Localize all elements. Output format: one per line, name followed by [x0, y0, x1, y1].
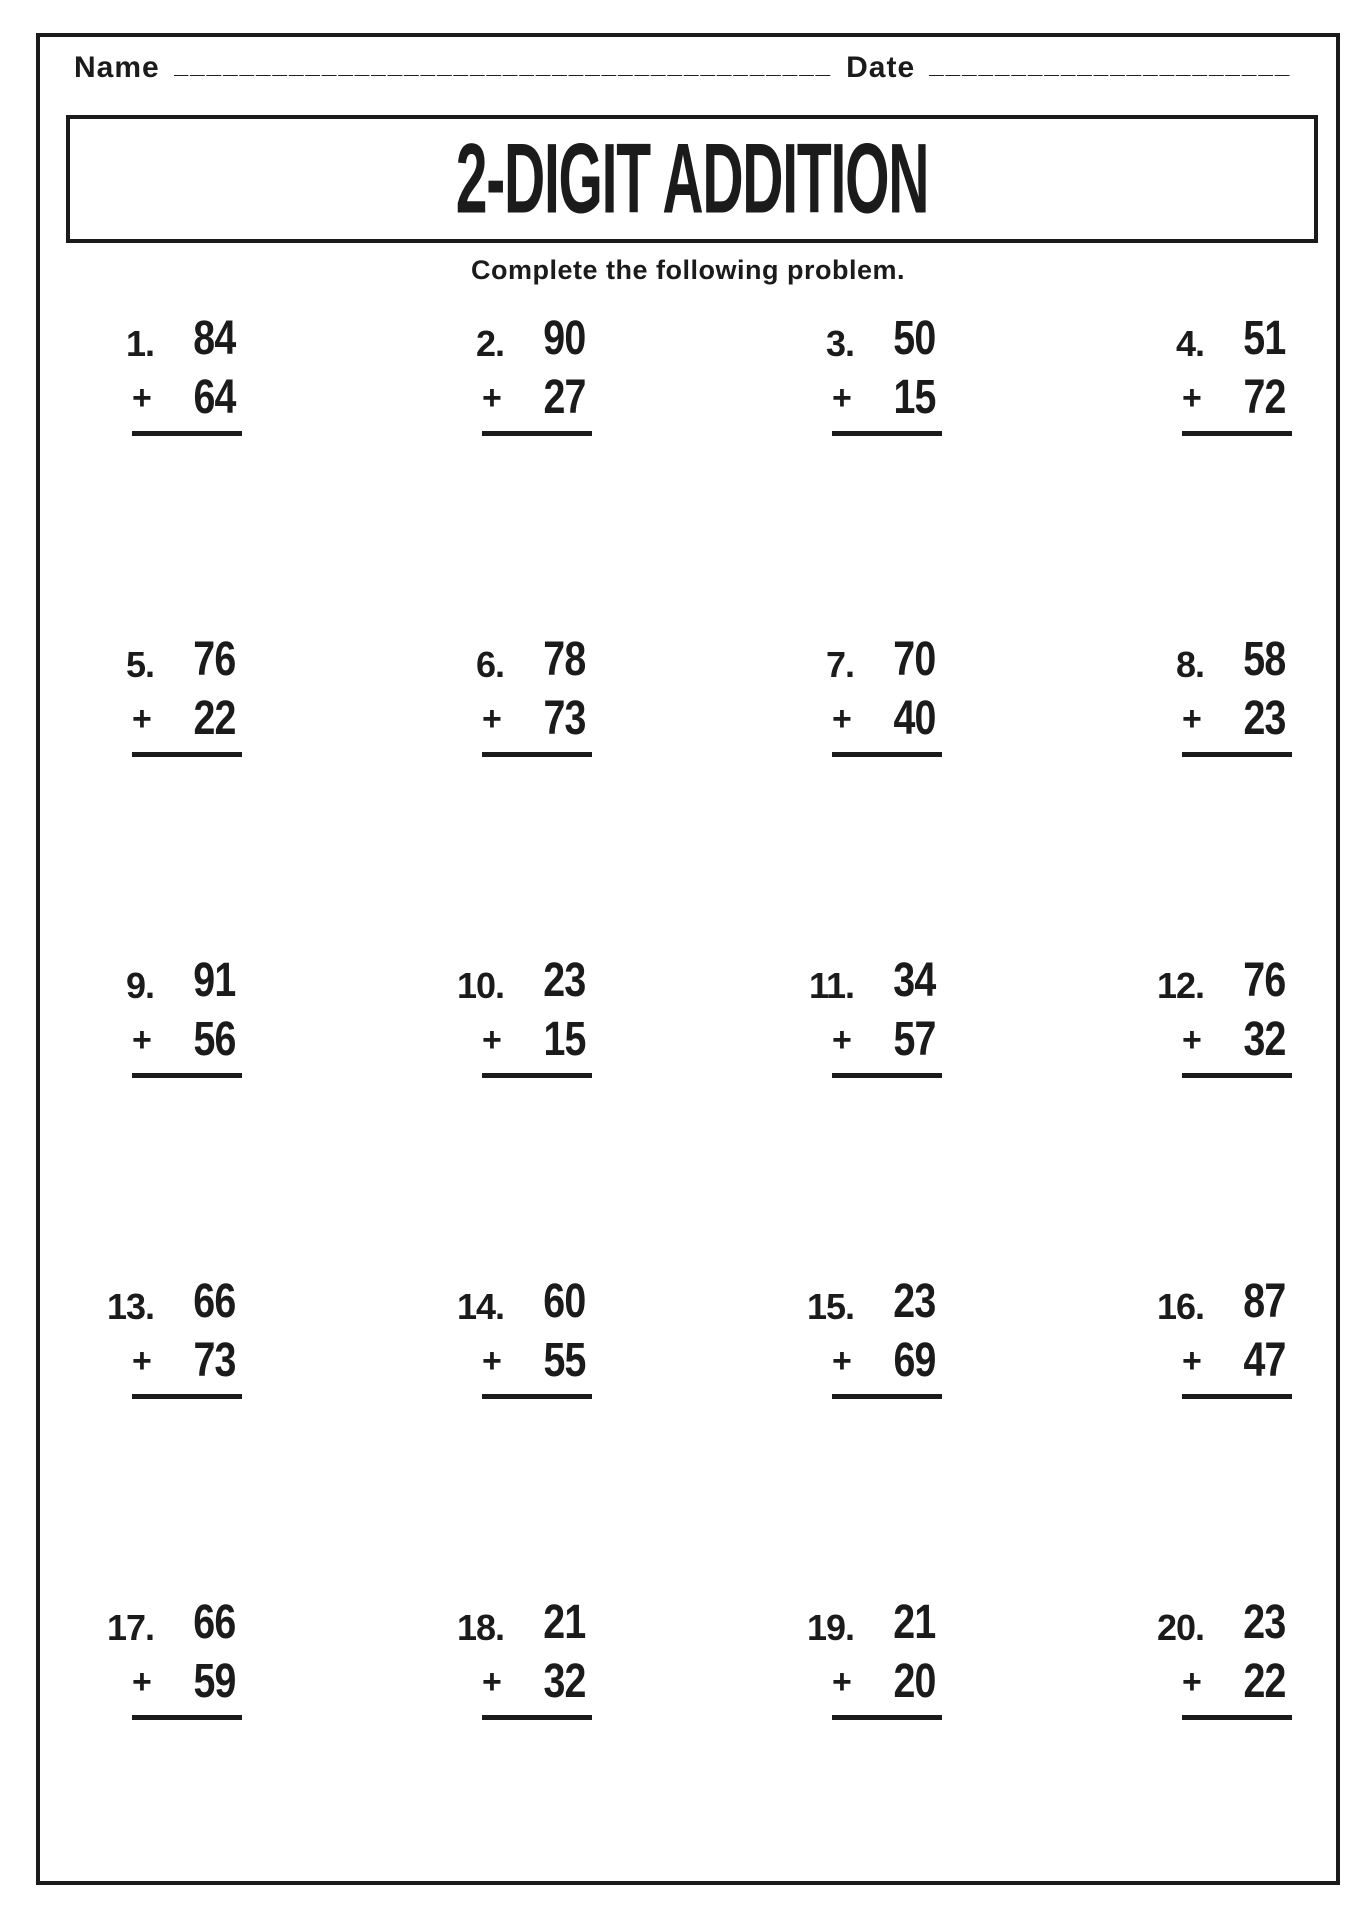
- top-addend: 66: [193, 1596, 236, 1649]
- answer-space[interactable]: [132, 436, 242, 606]
- addition-problem: [94, 1597, 314, 1918]
- addition-problem: [444, 634, 664, 955]
- vertical-stack: [1182, 313, 1292, 606]
- bottom-addend: 47: [1243, 1334, 1286, 1387]
- top-addend: 90: [543, 312, 586, 365]
- addition-problem: [794, 1276, 1014, 1597]
- bottom-row: [832, 693, 942, 745]
- addition-problem: [94, 955, 314, 1276]
- addition-problem: [94, 1276, 314, 1597]
- problem-number: 8.: [1175, 644, 1204, 685]
- top-addend: 76: [193, 633, 236, 686]
- problem-number: 5.: [125, 644, 154, 685]
- instructions-text: Complete the following problem.: [471, 255, 905, 285]
- answer-space[interactable]: [1182, 1720, 1292, 1890]
- bottom-addend: 27: [543, 371, 586, 424]
- top-addend: 34: [893, 954, 936, 1007]
- vertical-stack: [1182, 955, 1292, 1248]
- addition-problem: [1144, 1276, 1358, 1597]
- answer-space[interactable]: [482, 757, 592, 927]
- bottom-row: [482, 1656, 592, 1708]
- vertical-stack: [482, 313, 592, 606]
- addition-problem: [1144, 1597, 1358, 1918]
- title-box: [66, 115, 1318, 243]
- top-addend: 76: [1243, 954, 1286, 1007]
- vertical-stack: [482, 1597, 592, 1890]
- answer-space[interactable]: [832, 436, 942, 606]
- bottom-row: [832, 1656, 942, 1708]
- top-addend: 87: [1243, 1275, 1286, 1328]
- bottom-row: [1182, 1335, 1292, 1387]
- problem-number: 1.: [125, 323, 154, 364]
- problem-number: 7.: [825, 644, 854, 685]
- bottom-addend: 32: [543, 1655, 586, 1708]
- top-addend: 21: [543, 1596, 586, 1649]
- plus-operator: +: [132, 1663, 152, 1701]
- top-addend: 23: [1243, 1596, 1286, 1649]
- addition-problem: [794, 313, 1014, 634]
- vertical-stack: [1182, 1597, 1292, 1890]
- top-addend: 70: [893, 633, 936, 686]
- answer-space[interactable]: [832, 757, 942, 927]
- answer-space[interactable]: [482, 436, 592, 606]
- problem-number: 14.: [456, 1286, 504, 1327]
- problem-number: 19.: [806, 1607, 854, 1648]
- bottom-addend: 57: [893, 1013, 936, 1066]
- top-addend: 78: [543, 633, 586, 686]
- problem-number: 12.: [1156, 965, 1204, 1006]
- addition-problem: [1144, 955, 1358, 1276]
- problem-number: 11.: [808, 965, 854, 1006]
- vertical-stack: [832, 634, 942, 927]
- addition-problem: [794, 1597, 1014, 1918]
- worksheet-title: 2-DIGIT ADDITION: [455, 123, 929, 234]
- answer-space[interactable]: [832, 1399, 942, 1569]
- addition-problem: [1144, 634, 1358, 955]
- vertical-stack: [482, 634, 592, 927]
- vertical-stack: [132, 634, 242, 927]
- top-addend: 58: [1243, 633, 1286, 686]
- bottom-addend: 55: [543, 1334, 586, 1387]
- bottom-row: [1182, 693, 1292, 745]
- bottom-addend: 32: [1243, 1013, 1286, 1066]
- bottom-row: [132, 1335, 242, 1387]
- vertical-stack: [132, 313, 242, 606]
- vertical-stack: [832, 1276, 942, 1569]
- answer-space[interactable]: [482, 1078, 592, 1248]
- bottom-row: [482, 1014, 592, 1066]
- bottom-addend: 15: [543, 1013, 586, 1066]
- plus-operator: +: [482, 700, 502, 738]
- top-addend: 23: [893, 1275, 936, 1328]
- top-addend: 66: [193, 1275, 236, 1328]
- answer-space[interactable]: [832, 1078, 942, 1248]
- plus-operator: +: [832, 700, 852, 738]
- vertical-stack: [482, 955, 592, 1248]
- bottom-addend: 22: [193, 692, 236, 745]
- name-blank-line[interactable]: ________________________________________: [173, 49, 833, 79]
- plus-operator: +: [482, 379, 502, 417]
- bottom-addend: 72: [1243, 371, 1286, 424]
- problem-number: 17.: [106, 1607, 154, 1648]
- top-addend: 51: [1243, 312, 1286, 365]
- addition-problem: [1144, 313, 1358, 634]
- plus-operator: +: [1182, 379, 1202, 417]
- bottom-addend: 59: [193, 1655, 236, 1708]
- vertical-stack: [132, 1276, 242, 1569]
- addition-problem: [94, 634, 314, 955]
- date-blank-line[interactable]: ______________________: [929, 49, 1292, 79]
- vertical-stack: [132, 1597, 242, 1890]
- addition-problem: [444, 313, 664, 634]
- vertical-stack: [1182, 634, 1292, 927]
- problem-number: 6.: [475, 644, 504, 685]
- plus-operator: +: [482, 1663, 502, 1701]
- plus-operator: +: [832, 1021, 852, 1059]
- problem-number: 15.: [806, 1286, 854, 1327]
- answer-space[interactable]: [482, 1720, 592, 1890]
- bottom-addend: 73: [193, 1334, 236, 1387]
- plus-operator: +: [132, 700, 152, 738]
- addition-problem: [794, 955, 1014, 1276]
- answer-space[interactable]: [1182, 436, 1292, 606]
- plus-operator: +: [482, 1021, 502, 1059]
- bottom-addend: 20: [893, 1655, 936, 1708]
- date-label: Date: [846, 51, 916, 84]
- bottom-row: [832, 1335, 942, 1387]
- vertical-stack: [1182, 1276, 1292, 1569]
- addition-problem: [444, 1276, 664, 1597]
- problem-number: 3.: [825, 323, 854, 364]
- problems-grid: [94, 313, 1358, 1918]
- answer-space[interactable]: [832, 1720, 942, 1890]
- top-addend: 60: [543, 1275, 586, 1328]
- problem-number: 10.: [456, 965, 504, 1006]
- bottom-addend: 23: [1243, 692, 1286, 745]
- bottom-row: [132, 1014, 242, 1066]
- answer-space[interactable]: [132, 1078, 242, 1248]
- problem-number: 18.: [456, 1607, 504, 1648]
- answer-space[interactable]: [132, 757, 242, 927]
- top-addend: 50: [893, 312, 936, 365]
- top-addend: 91: [193, 954, 236, 1007]
- plus-operator: +: [132, 379, 152, 417]
- bottom-row: [1182, 372, 1292, 424]
- addition-problem: [444, 955, 664, 1276]
- bottom-addend: 56: [193, 1013, 236, 1066]
- bottom-addend: 15: [893, 371, 936, 424]
- bottom-row: [132, 1656, 242, 1708]
- problem-number: 9.: [125, 965, 154, 1006]
- top-addend: 21: [893, 1596, 936, 1649]
- header-row: [74, 51, 1306, 85]
- bottom-row: [132, 372, 242, 424]
- plus-operator: +: [482, 1342, 502, 1380]
- answer-space[interactable]: [482, 1399, 592, 1569]
- bottom-row: [1182, 1014, 1292, 1066]
- bottom-row: [832, 372, 942, 424]
- top-addend: 84: [193, 312, 236, 365]
- vertical-stack: [832, 955, 942, 1248]
- name-label: Name: [74, 51, 160, 84]
- vertical-stack: [832, 313, 942, 606]
- bottom-row: [132, 693, 242, 745]
- addition-problem: [444, 1597, 664, 1918]
- problem-number: 4.: [1175, 323, 1204, 364]
- plus-operator: +: [832, 379, 852, 417]
- page-frame: [36, 33, 1340, 1885]
- bottom-addend: 73: [543, 692, 586, 745]
- problem-number: 20.: [1156, 1607, 1204, 1648]
- answer-space[interactable]: [1182, 1399, 1292, 1569]
- bottom-addend: 40: [893, 692, 936, 745]
- addition-problem: [794, 634, 1014, 955]
- plus-operator: +: [1182, 1342, 1202, 1380]
- top-addend: 23: [543, 954, 586, 1007]
- bottom-row: [482, 372, 592, 424]
- plus-operator: +: [132, 1021, 152, 1059]
- bottom-row: [1182, 1656, 1292, 1708]
- vertical-stack: [132, 955, 242, 1248]
- answer-space[interactable]: [1182, 1078, 1292, 1248]
- plus-operator: +: [1182, 700, 1202, 738]
- addition-problem: [94, 313, 314, 634]
- plus-operator: +: [832, 1663, 852, 1701]
- bottom-row: [482, 693, 592, 745]
- bottom-row: [482, 1335, 592, 1387]
- vertical-stack: [482, 1276, 592, 1569]
- bottom-addend: 64: [193, 371, 236, 424]
- plus-operator: +: [1182, 1663, 1202, 1701]
- bottom-addend: 22: [1243, 1655, 1286, 1708]
- answer-space[interactable]: [132, 1720, 242, 1890]
- problem-number: 2.: [475, 323, 504, 364]
- plus-operator: +: [132, 1342, 152, 1380]
- answer-space[interactable]: [132, 1399, 242, 1569]
- plus-operator: +: [1182, 1021, 1202, 1059]
- problem-number: 16.: [1156, 1286, 1204, 1327]
- plus-operator: +: [832, 1342, 852, 1380]
- vertical-stack: [832, 1597, 942, 1890]
- problem-number: 13.: [106, 1286, 154, 1327]
- answer-space[interactable]: [1182, 757, 1292, 927]
- bottom-row: [832, 1014, 942, 1066]
- bottom-addend: 69: [893, 1334, 936, 1387]
